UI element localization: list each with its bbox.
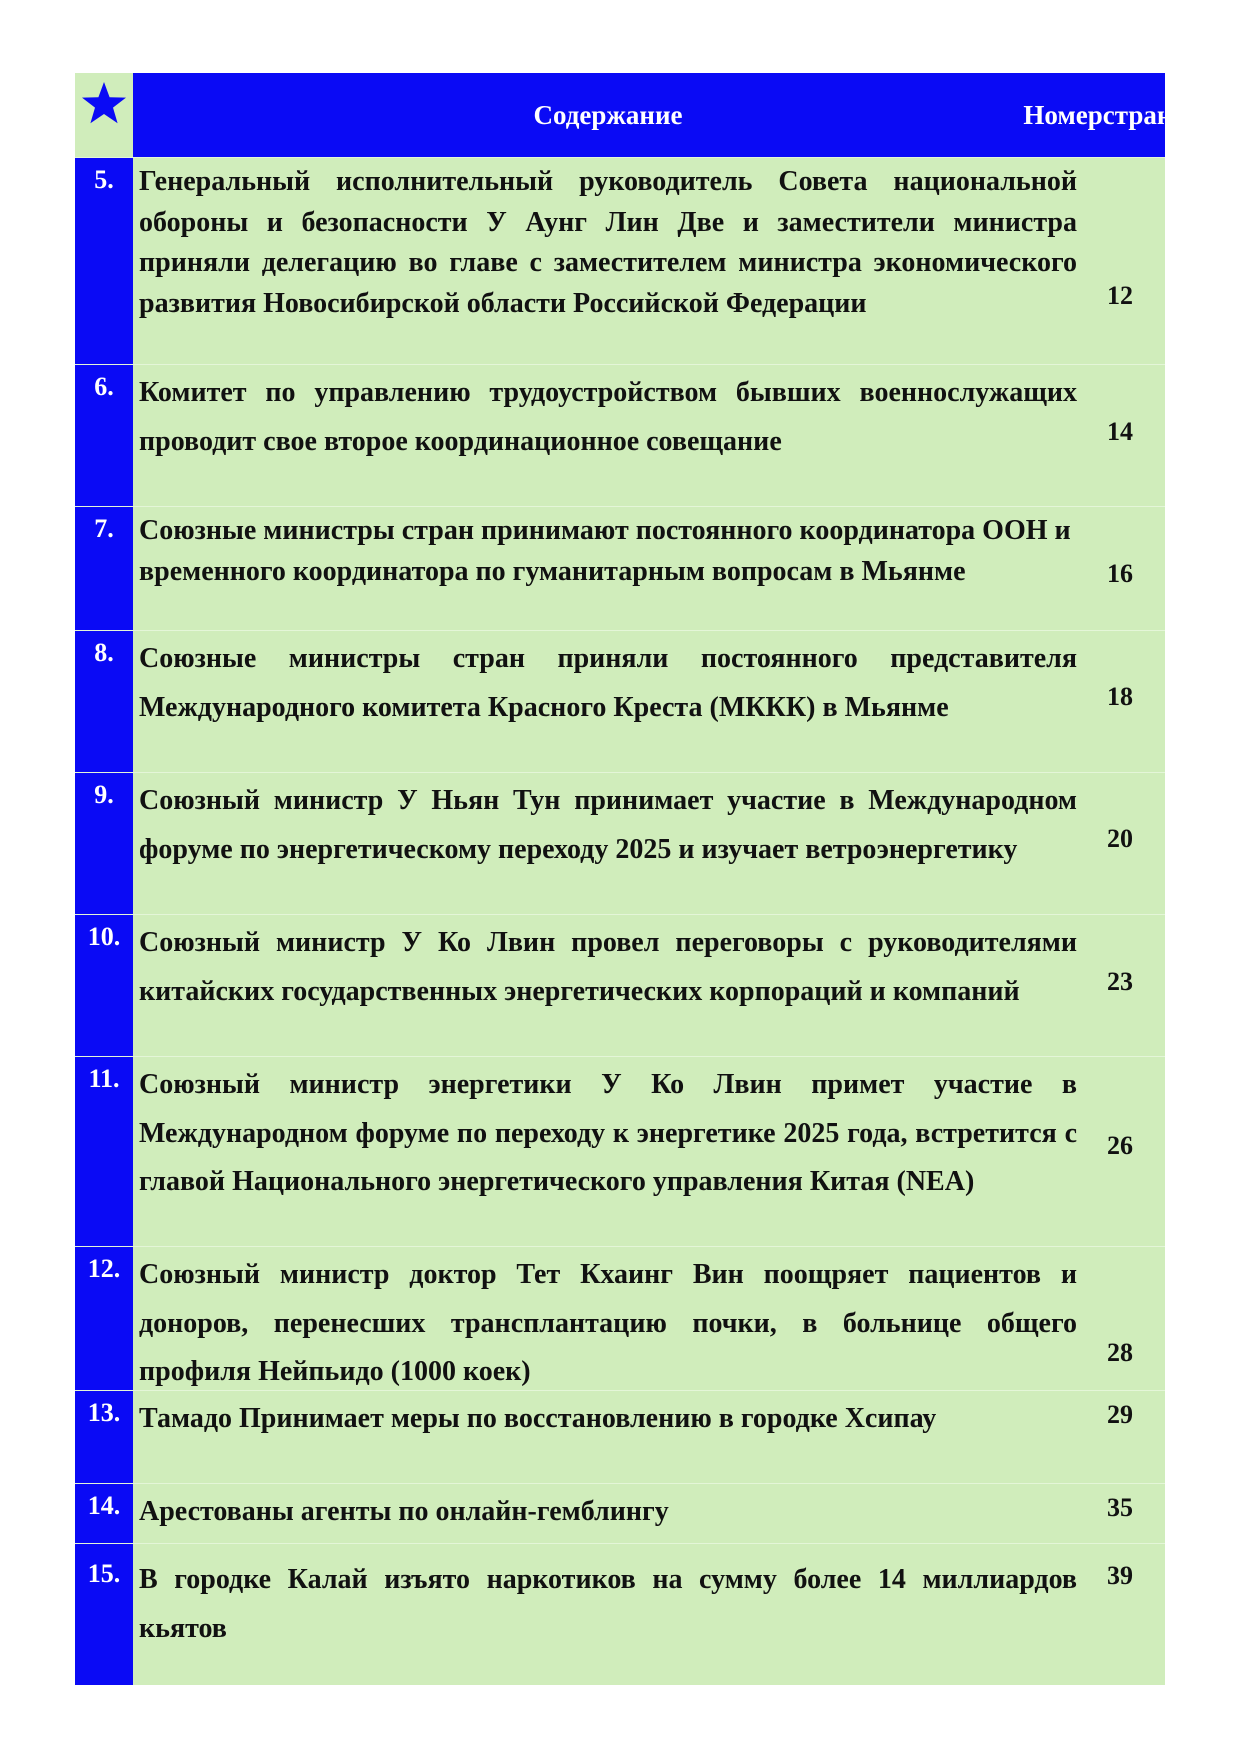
page-header-line2: страницы — [1102, 99, 1225, 130]
item-number: 12. — [87, 1254, 121, 1283]
item-title[interactable]: Тамадо Принимает меры по восстановлению в городке Хсипау — [139, 1403, 937, 1434]
item-title[interactable]: Союзный министр У Ко Лвин провел переговоры с руководителями китайских государственных энергетических корпораций и компаний — [139, 927, 1077, 1007]
item-title[interactable]: В городке Калай изъято наркотиков на сумму более 14 миллиардов кьятов — [139, 1564, 1077, 1644]
item-page-number[interactable]: 35 — [1107, 1493, 1133, 1522]
item-number: 9. — [94, 780, 114, 809]
item-page-number[interactable]: 28 — [1107, 1338, 1133, 1367]
toc-row-9[interactable] — [75, 772, 1165, 914]
item-title[interactable]: Комитет по управлению трудоустройством бывших военнослужащих проводит свое второе координационное совещание — [139, 377, 1077, 457]
table-of-contents — [75, 73, 1225, 1685]
toc-row-13[interactable] — [75, 1390, 1165, 1483]
item-page-number[interactable]: 20 — [1107, 824, 1133, 853]
item-page-number[interactable]: 12 — [1107, 281, 1133, 310]
item-title[interactable]: Генеральный исполнительный руководитель Совета национальной обороны и безопасности У Аунг Лин Две и заместители министра приняли делегацию во главе с заместителем министра экономического развития Новосибирской области Российской Федерации — [139, 166, 1077, 319]
item-number: 11. — [88, 1064, 120, 1093]
star-cell — [75, 73, 133, 157]
item-number: 13. — [87, 1398, 121, 1427]
item-number: 10. — [87, 922, 121, 951]
toc-row-10[interactable] — [75, 914, 1165, 1056]
item-title[interactable]: Арестованы агенты по онлайн-гемблингу — [139, 1496, 669, 1527]
item-page-number[interactable]: 14 — [1107, 417, 1133, 446]
item-number: 8. — [94, 638, 114, 667]
toc-row-7[interactable] — [75, 506, 1165, 630]
toc-row-11[interactable] — [75, 1056, 1165, 1246]
toc-row-14[interactable] — [75, 1483, 1165, 1543]
item-number: 6. — [94, 372, 114, 401]
item-title[interactable]: Союзный министр У Ньян Тун принимает участие в Международном форуме по энергетическому переходу 2025 и изучает ветроэнергетику — [139, 785, 1077, 865]
toc-row-12[interactable] — [75, 1246, 1165, 1390]
item-title[interactable]: Союзный министр энергетики У Ко Лвин примет участие в Международном форуме по переходу к энергетике 2025 года, встретится с главой Национального энергетического управления Китая (NEA) — [139, 1069, 1077, 1197]
item-page-number[interactable]: 26 — [1107, 1131, 1133, 1160]
item-number: 7. — [94, 514, 114, 543]
toc-row-5[interactable] — [75, 157, 1165, 364]
item-page-number[interactable]: 39 — [1107, 1561, 1133, 1590]
item-title[interactable]: Союзные министры стран приняли постоянного представителя Международного комитета Красного Креста (МККК) в Мьянме — [139, 643, 1077, 723]
item-page-number[interactable]: 16 — [1107, 559, 1133, 588]
table-header — [133, 73, 1225, 157]
star-icon — [81, 81, 127, 125]
item-page-number[interactable]: 18 — [1107, 682, 1133, 711]
item-page-number[interactable]: 23 — [1107, 967, 1133, 996]
toc-row-8[interactable] — [75, 630, 1165, 772]
toc-row-6[interactable] — [75, 364, 1165, 506]
item-title[interactable]: Союзный министр доктор Тет Кхаинг Вин поощряет пациентов и доноров, перенесших трансплантацию почки, в больнице общего профиля Нейпьидо (1000 коек) — [139, 1259, 1077, 1387]
item-page-number[interactable]: 29 — [1107, 1400, 1133, 1429]
content-column-header: Содержание — [533, 99, 683, 130]
item-number: 5. — [94, 165, 114, 194]
page-number-column-header — [1023, 73, 1225, 157]
toc-row-15[interactable] — [75, 1543, 1165, 1685]
item-number: 14. — [87, 1491, 121, 1520]
item-number: 15. — [87, 1559, 121, 1588]
item-title[interactable]: Союзные министры стран принимают постоянного координатора ООН и временного координатора по гуманитарным вопросам в Мьянме — [139, 515, 1071, 587]
page-header-line1: Номер — [1023, 99, 1103, 130]
